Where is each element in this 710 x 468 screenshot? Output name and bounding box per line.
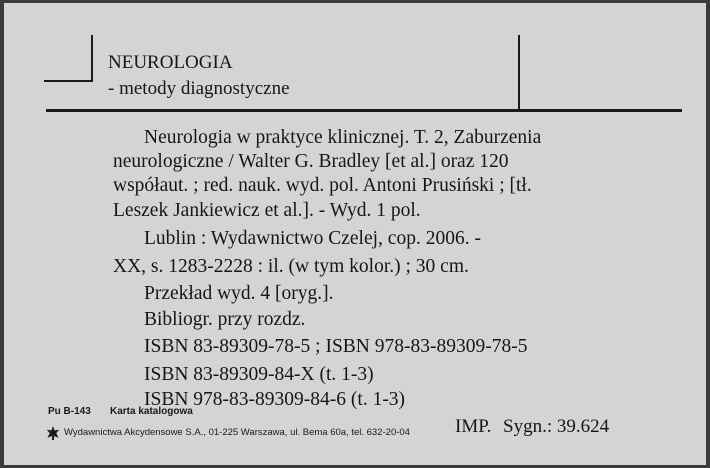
entry-extent-line: XX, s. 1283-2228 : il. (w tym kolor.) ; 30 cm. bbox=[113, 256, 469, 277]
entry-note-line: Przekład wyd. 4 [oryg.]. bbox=[144, 283, 334, 304]
entry-isbn-line: ISBN 83-89309-84-X (t. 1-3) bbox=[144, 364, 374, 385]
call-number: Sygn.: 39.624 bbox=[503, 416, 610, 437]
entry-title-line: Leszek Jankiewicz et al.]. - Wyd. 1 pol. bbox=[113, 200, 421, 221]
header-bracket-vertical bbox=[91, 35, 93, 82]
form-name: Karta katalogowa bbox=[110, 406, 193, 417]
subject-heading: NEUROLOGIA bbox=[108, 52, 233, 73]
printer-info: Wydawnictwa Akcydensowe S.A., 01-225 Warszawa, ul. Bema 60a, tel. 632-20-04 bbox=[64, 427, 410, 438]
header-bracket-horizontal bbox=[44, 80, 93, 82]
entry-imprint-line: Lublin : Wydawnictwo Czelej, cop. 2006. - bbox=[144, 228, 481, 249]
imp-label: IMP. bbox=[455, 416, 492, 437]
subject-subheading: - metody diagnostyczne bbox=[108, 78, 290, 99]
entry-note-line: Bibliogr. przy rozdz. bbox=[144, 309, 306, 330]
entry-isbn-line: ISBN 83-89309-78-5 ; ISBN 978-83-89309-78-5 bbox=[144, 336, 528, 357]
header-right-vertical bbox=[518, 35, 520, 111]
entry-title-line: Neurologia w praktyce klinicznej. T. 2, Zaburzenia bbox=[144, 127, 542, 148]
entry-title-line: współaut. ; red. nauk. wyd. pol. Antoni Prusiński ; [tł. bbox=[113, 175, 532, 196]
header-rule bbox=[46, 109, 682, 112]
entry-isbn-line: ISBN 978-83-89309-84-6 (t. 1-3) bbox=[144, 389, 406, 410]
form-code: Pu B-143 bbox=[48, 406, 91, 417]
printer-logo-icon bbox=[46, 426, 60, 440]
catalog-card bbox=[4, 3, 706, 465]
entry-title-line: neurologiczne / Walter G. Bradley [et al.] oraz 120 bbox=[113, 151, 509, 172]
